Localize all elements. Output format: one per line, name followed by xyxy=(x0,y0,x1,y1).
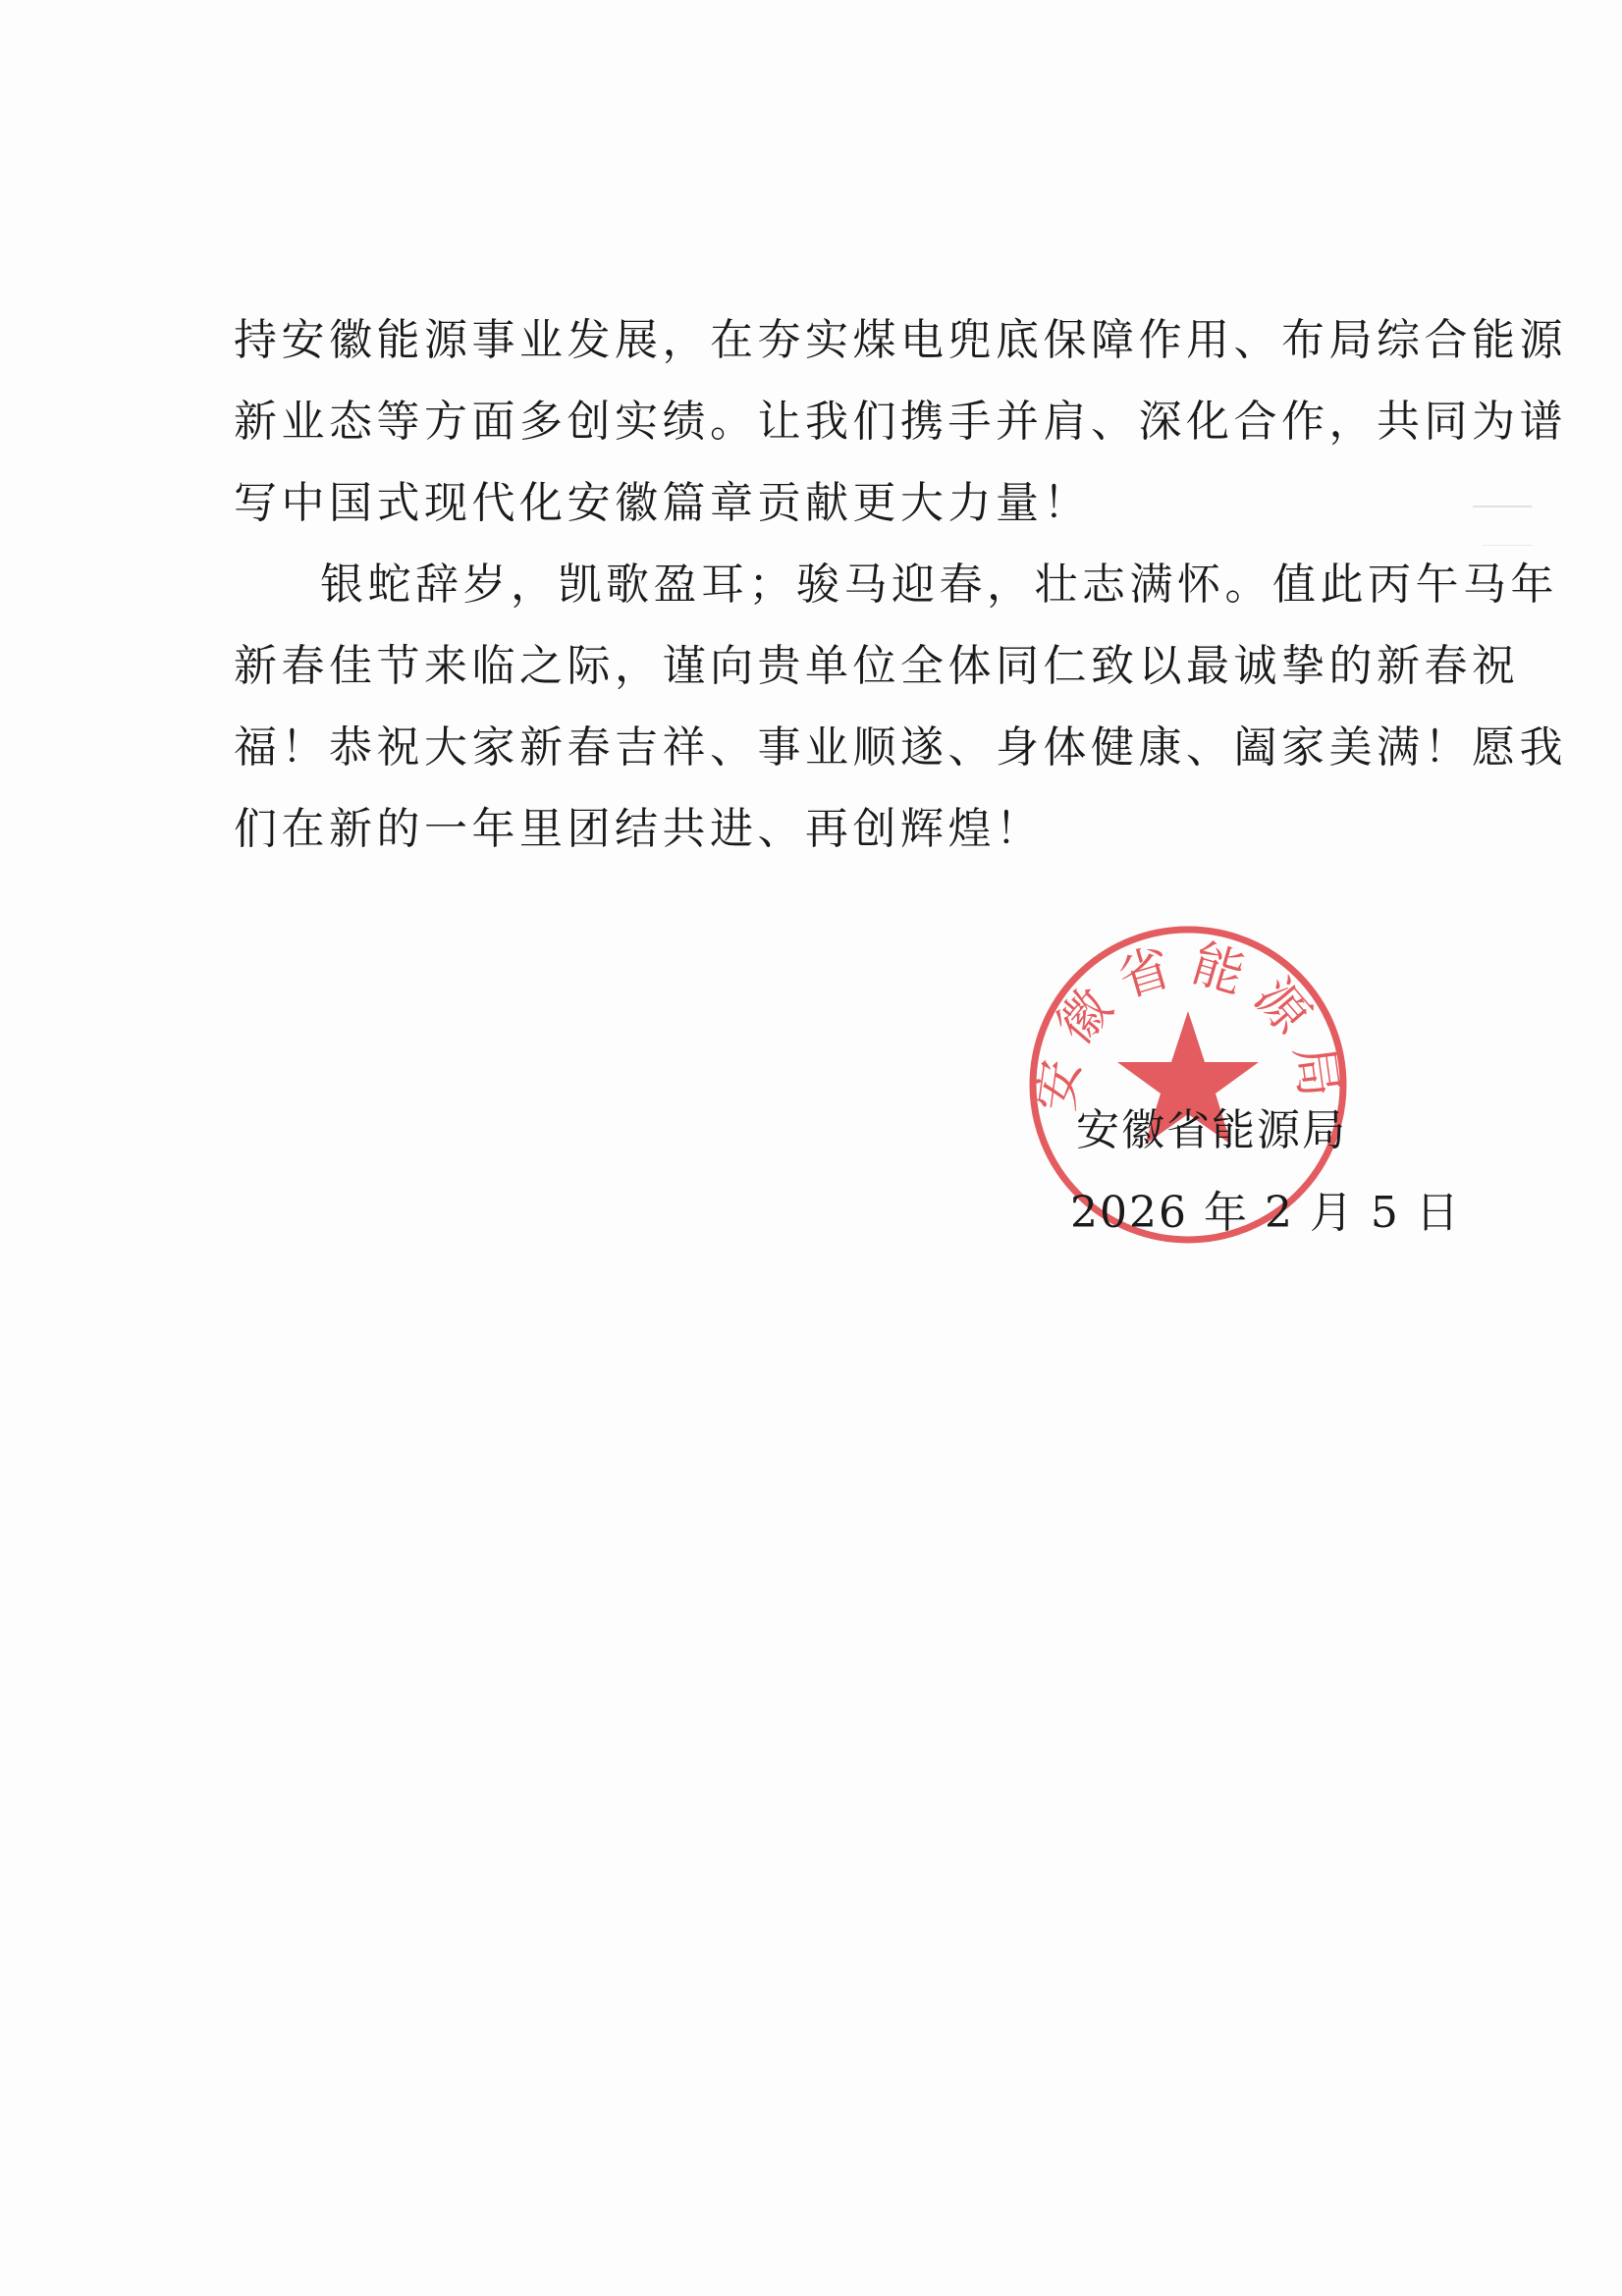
paragraph-line: 新春佳节来临之际，谨向贵单位全体同仁致以最诚挚的新春祝 xyxy=(234,641,1520,691)
paragraph-line: 银蛇辞岁，凯歌盈耳；骏马迎春，壮志满怀。值此丙午马年 xyxy=(320,560,1558,610)
issuing-organization: 安徽省能源局 xyxy=(1076,1105,1347,1155)
signature-block xyxy=(1070,1090,1461,1255)
seal-text: 安徽省能源局 xyxy=(1026,934,1350,1115)
paragraph-line: 持安徽能源事业发展，在夯实煤电兜底保障作用、布局综合能源 xyxy=(234,315,1567,365)
paragraph-line: 福！恭祝大家新春吉祥、事业顺遂、身体健康、阖家美满！愿我 xyxy=(234,722,1567,773)
paragraph-line: 们在新的一年里团结共进、再创辉煌！ xyxy=(234,804,1044,854)
scan-mark xyxy=(1473,506,1532,507)
issue-date: 2026 年 2 月 5 日 xyxy=(1070,1188,1461,1238)
paragraph-line: 新业态等方面多创实绩。让我们携手并肩、深化合作，共同为谱 xyxy=(234,397,1567,447)
paragraph-line: 写中国式现代化安徽篇章贡献更大力量！ xyxy=(234,478,1091,528)
letter-body xyxy=(234,299,1567,870)
